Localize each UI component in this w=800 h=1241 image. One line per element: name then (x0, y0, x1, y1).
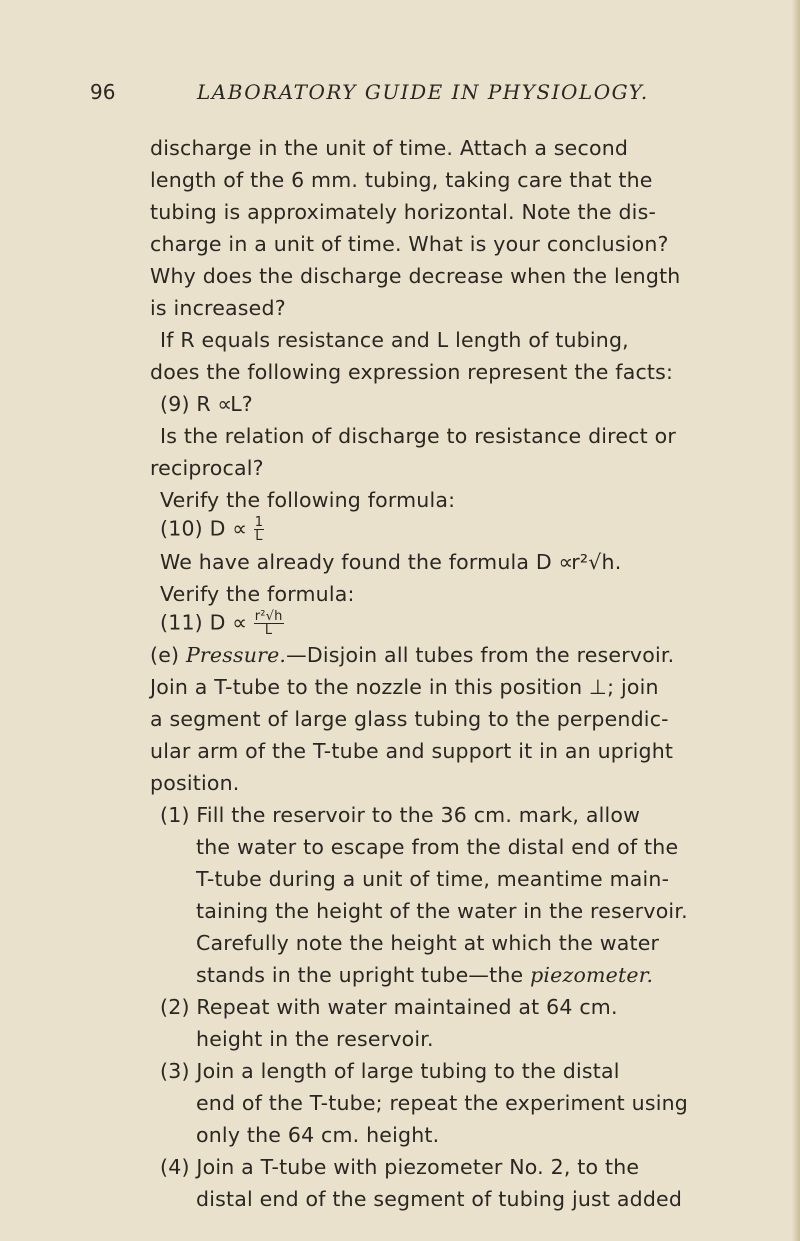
formula-label: (11) D (160, 610, 226, 635)
text-line: Join a T-tube to the nozzle in this position ⊥; join (150, 675, 659, 699)
formula-label: (9) R (160, 392, 211, 416)
proportional-symbol: ∝ (217, 392, 231, 416)
fraction-denominator: L (255, 529, 263, 544)
list-item-line: T-tube during a unit of time, meantime main- (196, 867, 670, 891)
text-line: ular arm of the T-tube and support it in an upright (150, 739, 674, 763)
text-span: stands in the upright tube—the (196, 963, 524, 987)
fraction-numerator: r²√h (254, 609, 283, 624)
proportional-symbol: ∝ (232, 610, 245, 635)
list-item-line (196, 963, 653, 987)
list-item-line: (2) Repeat with water maintained at 64 cm. (160, 995, 618, 1019)
list-item-line: distal end of the segment of tubing just added (196, 1187, 683, 1211)
list-item-line: (1) Fill the reservoir to the 36 cm. mark, allow (160, 803, 641, 827)
text-line: position. (150, 771, 240, 795)
page-number: 96 (90, 80, 116, 104)
text-line: is increased? (150, 296, 286, 320)
formula-label: (10) D (160, 516, 226, 541)
text-line: charge in a unit of time. What is your conclusion? (150, 232, 669, 256)
text-line: Verify the formula: (160, 582, 355, 606)
text-line: a segment of large glass tubing to the perpendic- (150, 707, 669, 731)
text-line: tubing is approximately horizontal. Note the dis- (150, 200, 657, 224)
list-item-line: only the 64 cm. height. (196, 1123, 440, 1147)
list-item-line: taining the height of the water in the reservoir. (196, 899, 688, 923)
proportional-symbol: ∝ (558, 550, 572, 574)
formula-11 (160, 610, 284, 637)
text-span: r²√h. (571, 550, 622, 574)
text-line (160, 550, 621, 574)
text-line: Why does the discharge decrease when the length (150, 264, 681, 288)
formula-9 (160, 392, 253, 416)
fraction-numerator: 1 (254, 515, 264, 530)
page-edge-shadow (792, 0, 800, 1241)
section-heading-line (150, 643, 674, 667)
section-title: Pressure. (185, 643, 287, 667)
text-line: Verify the following formula: (160, 488, 456, 512)
text-line: length of the 6 mm. tubing, taking care that the (150, 168, 653, 192)
text-line: Is the relation of discharge to resistance direct or (160, 424, 676, 448)
list-item-line: Carefully note the height at which the water (196, 931, 660, 955)
list-item-line: (3) Join a length of large tubing to the distal (160, 1059, 620, 1083)
list-item-line: the water to escape from the distal end of the (196, 835, 679, 859)
fraction (254, 516, 264, 543)
text-line: If R equals resistance and L length of tubing, (160, 328, 629, 352)
formula-10 (160, 516, 264, 543)
list-item-line: height in the reservoir. (196, 1027, 434, 1051)
proportional-symbol: ∝ (232, 516, 245, 541)
fraction (254, 610, 284, 637)
fraction-denominator: L (264, 623, 273, 638)
text-line: does the following expression represent the facts: (150, 360, 674, 384)
running-title: LABORATORY GUIDE IN PHYSIOLOGY. (197, 80, 649, 104)
italic-term: piezometer. (530, 963, 654, 987)
text-span: We have already found the formula D (160, 550, 552, 574)
list-item-line: (4) Join a T-tube with piezometer No. 2, to the (160, 1155, 640, 1179)
page-header (90, 80, 720, 114)
list-item-line: end of the T-tube; repeat the experiment using (196, 1091, 689, 1115)
text-line: reciprocal? (150, 456, 264, 480)
text-span: —Disjoin all tubes from the reservoir. (286, 643, 675, 667)
formula-rest: L? (230, 392, 253, 416)
section-label: (e) (150, 643, 180, 667)
text-line: discharge in the unit of time. Attach a second (150, 136, 629, 160)
